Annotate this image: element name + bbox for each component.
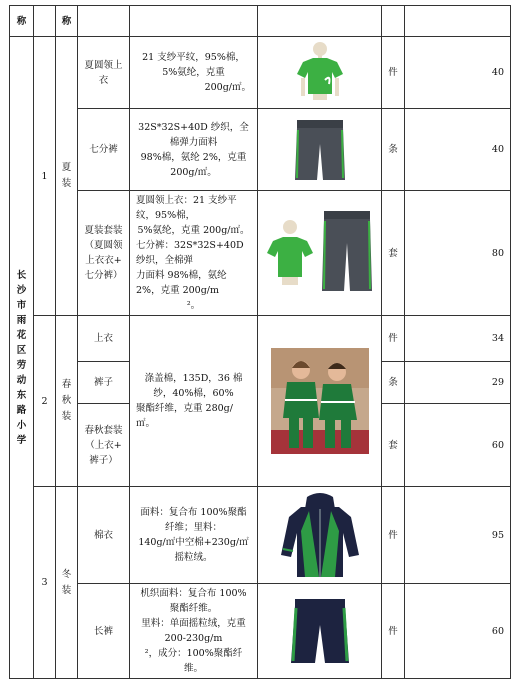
item-qty: 34 bbox=[405, 316, 511, 362]
season-label: 春 秋 装 bbox=[56, 316, 78, 487]
table-row bbox=[10, 109, 511, 191]
table-row bbox=[10, 191, 511, 316]
item-name: 春秋套装 （上衣+ 裤子） bbox=[78, 404, 130, 487]
item-desc: 32S*32S+40D 纱织，全棉弹力面料 98%棉，氨纶 2%，克重 200g/㎡。 bbox=[130, 109, 258, 191]
group-number: 2 bbox=[34, 316, 56, 487]
item-desc: 夏圆领上衣：21 支纱平纹，95%棉， 5%氨纶，克重 200g/㎡。 七分裤：32S*32S+40D 纱织，全棉弹 力面料 98%棉，氨纶 2%，克重 200g/m ²。 bbox=[130, 191, 258, 316]
green-tshirt-image bbox=[258, 37, 382, 109]
item-qty: 80 bbox=[405, 191, 511, 316]
item-qty: 60 bbox=[405, 404, 511, 487]
table-row bbox=[10, 487, 511, 584]
item-name: 夏装套装 （夏圆领 上衣衣+ 七分裤） bbox=[78, 191, 130, 316]
item-qty: 40 bbox=[405, 109, 511, 191]
item-qty: 40 bbox=[405, 37, 511, 109]
header-row bbox=[10, 6, 511, 37]
item-unit: 件 bbox=[382, 316, 405, 362]
tshirt-mannequin-icon bbox=[285, 40, 355, 106]
item-qty: 95 bbox=[405, 487, 511, 584]
item-unit: 套 bbox=[382, 191, 405, 316]
navy-pants-image bbox=[258, 584, 382, 679]
summer-set-image bbox=[258, 191, 382, 316]
item-desc: 21 支纱平纹，95%棉，5%氨纶，克重 200g/㎡。 bbox=[130, 37, 258, 109]
school-name-cell: 长 沙 市 雨 花 区 劳 动 东 路 小 学 bbox=[10, 37, 34, 679]
item-name: 七分裤 bbox=[78, 109, 130, 191]
group-number: 3 bbox=[34, 487, 56, 679]
item-name: 长裤 bbox=[78, 584, 130, 679]
table-row bbox=[10, 584, 511, 679]
season-label: 夏 装 bbox=[56, 37, 78, 316]
item-qty: 60 bbox=[405, 584, 511, 679]
group-number: 1 bbox=[34, 37, 56, 316]
item-desc: 面料：复合布 100%聚酯纤维；里料： 140g/㎡中空棉+230g/㎡摇粒绒。 bbox=[130, 487, 258, 584]
header-name-cell: 称 bbox=[10, 6, 34, 37]
item-unit: 件 bbox=[382, 37, 405, 109]
item-name: 夏圆领上 衣 bbox=[78, 37, 130, 109]
item-unit: 条 bbox=[382, 362, 405, 404]
uniform-table bbox=[9, 5, 511, 679]
item-desc: 机织面料：复合布 100%聚酯纤维。 里料：单面摇粒绒，克重 200-230g/m ²，成分：100%聚酯纤维。 bbox=[130, 584, 258, 679]
item-qty: 29 bbox=[405, 362, 511, 404]
item-unit: 套 bbox=[382, 404, 405, 487]
jacket-icon bbox=[279, 491, 361, 579]
item-name: 上衣 bbox=[78, 316, 130, 362]
children-photo-icon bbox=[271, 348, 369, 454]
item-unit: 条 bbox=[382, 109, 405, 191]
summer-set-icon bbox=[262, 207, 378, 299]
pants-icon bbox=[287, 595, 353, 667]
item-name: 棉衣 bbox=[78, 487, 130, 584]
table-row bbox=[10, 37, 511, 109]
season-label: 冬 装 bbox=[56, 487, 78, 679]
item-name: 裤子 bbox=[78, 362, 130, 404]
table-row bbox=[10, 316, 511, 362]
winter-jacket-image bbox=[258, 487, 382, 584]
children-tracksuit-image bbox=[258, 316, 382, 487]
item-desc: 涤盖棉，135D，36 棉纱，40%棉，60% 聚酯纤维，克重 280g/㎡。 bbox=[130, 316, 258, 487]
shorts-icon bbox=[291, 116, 349, 184]
header-season-cell: 称 bbox=[56, 6, 78, 37]
grey-shorts-image bbox=[258, 109, 382, 191]
item-unit: 件 bbox=[382, 487, 405, 584]
item-unit: 件 bbox=[382, 584, 405, 679]
